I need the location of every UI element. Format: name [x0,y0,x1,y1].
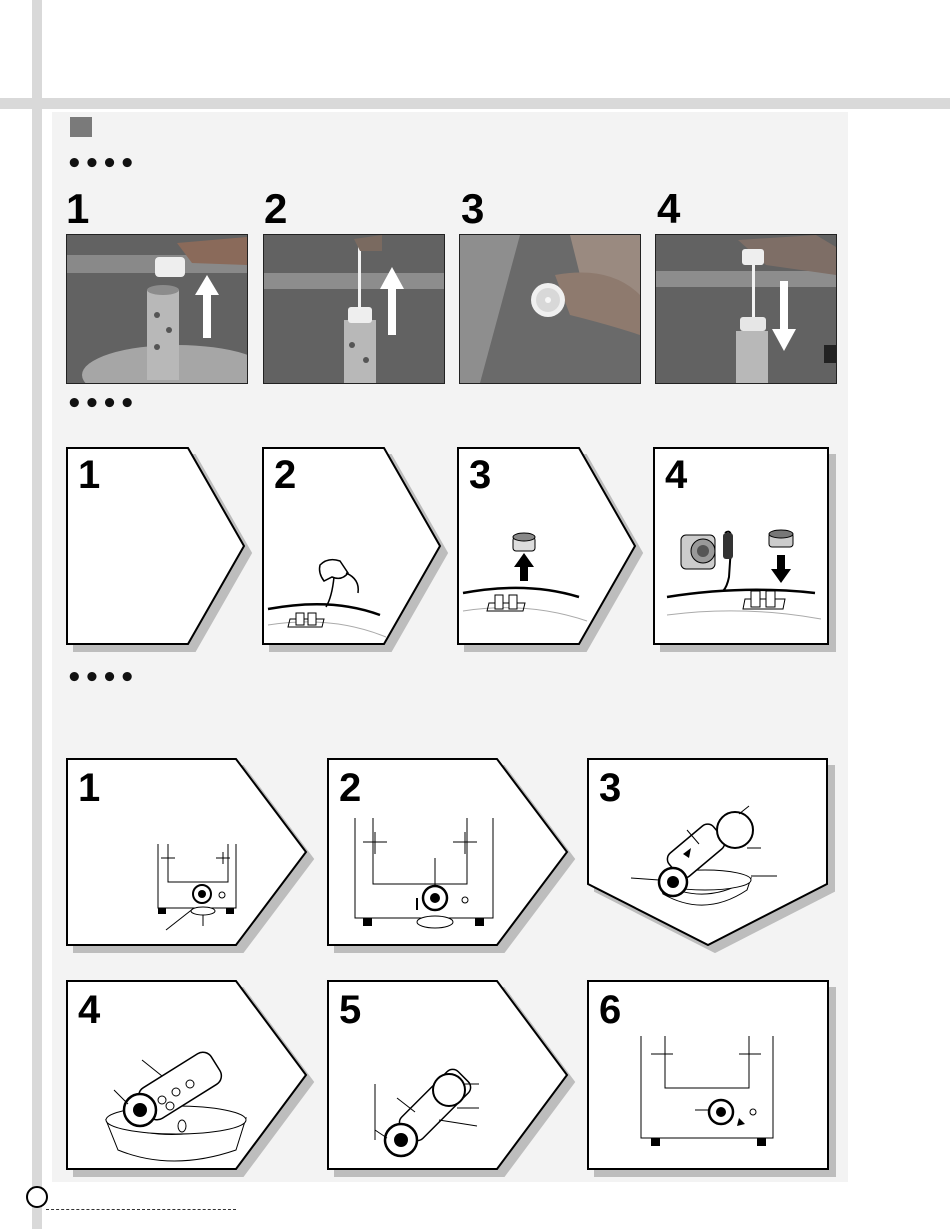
photo-step-3 [459,234,641,384]
filter-card-4 [66,980,308,1170]
photo-step-1 [66,234,248,384]
photo-step-number-2: 2 [264,185,288,232]
section1-marker: •••• [66,149,137,179]
page-number-circle [26,1186,48,1208]
filter-card-5 [327,980,569,1170]
header-divider-bar [0,98,950,109]
filter-card-6 [587,980,829,1170]
step-card-2 [262,447,442,645]
filter-card-number-2: 2 [339,766,362,810]
photo-step-number-4: 4 [657,185,681,232]
filter-card-number-1: 1 [78,766,101,810]
section3-marker: •••• [66,663,137,693]
filter-card-3 [587,758,829,946]
step-card-4 [653,447,829,645]
filter-card-2 [327,758,569,946]
step-card-number-2: 2 [274,453,297,497]
filter-card-1 [66,758,308,946]
filter-card-number-3: 3 [599,766,622,810]
filter-card-number-5: 5 [339,988,362,1032]
step-card-number-4: 4 [665,453,688,497]
filter-card-number-6: 6 [599,988,622,1032]
section2-marker: •••• [66,389,137,419]
step-card-1 [66,447,246,645]
photo-step-4 [655,234,837,384]
left-margin-bar [32,0,42,1229]
photo-step-number-1: 1 [66,185,90,232]
section-square-icon [70,117,92,137]
step-card-3 [457,447,637,645]
footer-dashed-rule [46,1209,236,1210]
filter-card-number-4: 4 [78,988,101,1032]
photo-step-2 [263,234,445,384]
photo-step-number-3: 3 [461,185,485,232]
step-card-number-3: 3 [469,453,492,497]
step-card-number-1: 1 [78,453,101,497]
